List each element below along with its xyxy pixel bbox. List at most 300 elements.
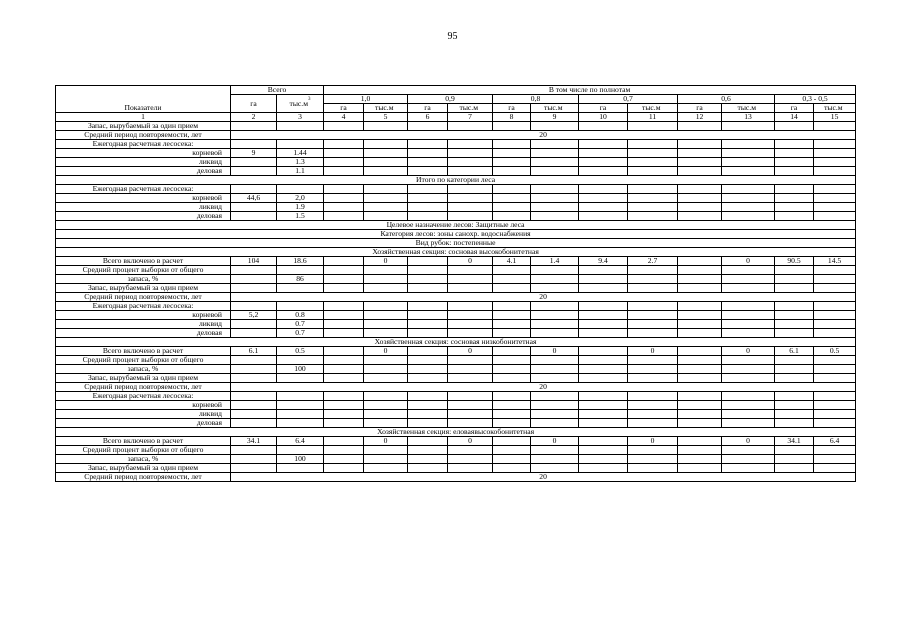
table-cell	[678, 194, 722, 203]
table-cell	[531, 194, 579, 203]
unit-label: тыс.м	[544, 103, 563, 113]
table-cell	[231, 185, 277, 194]
table-cell: 9.4	[579, 257, 628, 266]
table-row	[56, 185, 856, 194]
table-cell	[493, 410, 531, 419]
table-cell	[408, 158, 448, 167]
table-cell	[324, 266, 364, 275]
row-label: Ежегодная расчетная лесосека:	[56, 392, 231, 401]
table-cell	[324, 401, 364, 410]
table-cell	[722, 302, 775, 311]
row-merged-value: 20	[231, 131, 856, 140]
table-cell	[722, 203, 775, 212]
table-cell	[408, 410, 448, 419]
table-cell	[579, 392, 628, 401]
table-cell	[775, 374, 814, 383]
table-cell	[531, 185, 579, 194]
table-cell: 0.7	[277, 329, 324, 338]
column-number: 5	[364, 113, 408, 122]
table-cell	[814, 455, 856, 464]
table-cell	[579, 401, 628, 410]
table-cell	[531, 158, 579, 167]
table-cell	[531, 149, 579, 158]
table-cell	[364, 392, 408, 401]
row-label: Средний период повторяемости, лет	[56, 383, 231, 392]
table-cell	[364, 149, 408, 158]
table-cell	[775, 302, 814, 311]
table-row	[56, 257, 856, 266]
table-cell	[814, 446, 856, 455]
table-row	[56, 383, 856, 392]
table-cell	[277, 392, 324, 401]
table-cell	[324, 365, 364, 374]
table-cell	[722, 392, 775, 401]
table-cell	[722, 446, 775, 455]
table-cell	[324, 140, 364, 149]
table-cell: 0.7	[277, 320, 324, 329]
table-cell	[324, 257, 364, 266]
table-cell	[722, 311, 775, 320]
row-label: ликвид	[56, 158, 231, 167]
table-cell	[579, 320, 628, 329]
row-label: Ежегодная расчетная лесосека:	[56, 185, 231, 194]
table-cell	[678, 437, 722, 446]
table-cell	[814, 266, 856, 275]
table-cell: 1.1	[277, 167, 324, 176]
table-cell	[814, 410, 856, 419]
row-label: корневой	[56, 149, 231, 158]
table-cell	[678, 302, 722, 311]
table-cell	[678, 284, 722, 293]
table-cell: 0	[448, 437, 493, 446]
unit-ha: га	[579, 104, 628, 113]
table-cell	[364, 401, 408, 410]
table-cell	[277, 410, 324, 419]
table-cell	[324, 374, 364, 383]
section-heading: Категория лесов: зоны санохр. водоснабжения	[56, 230, 856, 239]
unit-sup: 3	[562, 103, 565, 107]
table-cell	[448, 419, 493, 428]
table-cell: 34.1	[775, 437, 814, 446]
header-indicators-cell	[56, 86, 231, 113]
table-cell	[628, 410, 678, 419]
table-cell	[678, 347, 722, 356]
table-cell	[814, 302, 856, 311]
table-cell	[775, 320, 814, 329]
table-row	[56, 302, 856, 311]
row-label: деловая	[56, 419, 231, 428]
row-label: Запас, вырубаемый за один прием	[56, 374, 231, 383]
table-cell	[579, 185, 628, 194]
table-cell	[231, 122, 277, 131]
table-cell	[814, 194, 856, 203]
table-cell	[579, 329, 628, 338]
table-cell	[448, 122, 493, 131]
table-cell	[775, 167, 814, 176]
table-cell	[775, 392, 814, 401]
table-cell	[775, 410, 814, 419]
table-cell: 0	[628, 437, 678, 446]
row-label: Средний период повторяемости, лет	[56, 473, 231, 482]
column-number: 11	[628, 113, 678, 122]
table-cell	[814, 122, 856, 131]
unit-m3	[448, 104, 493, 113]
table-cell: 0	[364, 257, 408, 266]
table-cell	[678, 455, 722, 464]
table-cell	[579, 455, 628, 464]
table-cell: 90.5	[775, 257, 814, 266]
table-cell	[364, 212, 408, 221]
table-cell: 6.4	[814, 437, 856, 446]
table-cell	[324, 356, 364, 365]
table-cell	[364, 122, 408, 131]
page-number: 95	[447, 31, 458, 42]
row-label: Ежегодная расчетная лесосека:	[56, 302, 231, 311]
table-row	[56, 410, 856, 419]
row-label: запаса, %	[56, 275, 231, 284]
table-cell	[531, 212, 579, 221]
table-cell	[408, 167, 448, 176]
table-cell	[722, 149, 775, 158]
table-row	[56, 419, 856, 428]
table-cell	[448, 185, 493, 194]
table-cell	[775, 140, 814, 149]
row-label: ликвид	[56, 203, 231, 212]
table-cell	[531, 392, 579, 401]
table-cell	[408, 455, 448, 464]
table-cell	[408, 329, 448, 338]
table-cell	[531, 329, 579, 338]
table-row	[56, 140, 856, 149]
table-cell	[277, 122, 324, 131]
table-cell	[775, 266, 814, 275]
table-cell	[408, 419, 448, 428]
table-cell	[493, 212, 531, 221]
table-row	[56, 320, 856, 329]
table-cell	[814, 311, 856, 320]
table-cell: 14.5	[814, 257, 856, 266]
table-cell	[493, 122, 531, 131]
row-label: корневой	[56, 194, 231, 203]
table-row	[56, 401, 856, 410]
table-cell	[531, 311, 579, 320]
table-cell	[628, 275, 678, 284]
table-cell	[814, 284, 856, 293]
table-cell	[628, 446, 678, 455]
table-cell	[775, 158, 814, 167]
table-cell	[579, 122, 628, 131]
table-cell	[448, 212, 493, 221]
table-cell	[231, 410, 277, 419]
table-cell	[231, 455, 277, 464]
table-cell	[722, 365, 775, 374]
table-cell	[628, 311, 678, 320]
table-cell	[324, 149, 364, 158]
table-cell	[448, 356, 493, 365]
table-cell	[448, 311, 493, 320]
column-number: 12	[678, 113, 722, 122]
unit-sup: 3	[308, 96, 311, 102]
table-cell	[231, 275, 277, 284]
unit-sup: 3	[842, 103, 846, 107]
table-cell	[722, 140, 775, 149]
row-label: Всего включено в расчет	[56, 257, 231, 266]
table-cell: 1.44	[277, 149, 324, 158]
unit-m3	[531, 104, 579, 113]
table-cell: 1.4	[531, 257, 579, 266]
row-label: Всего включено в расчет	[56, 437, 231, 446]
table-cell	[678, 203, 722, 212]
row-label: Средний процент выборки от общего	[56, 446, 231, 455]
table-cell	[579, 419, 628, 428]
table-cell	[231, 266, 277, 275]
table-cell	[628, 401, 678, 410]
table-cell: 104	[231, 257, 277, 266]
table-cell	[493, 167, 531, 176]
table-cell: 0	[448, 257, 493, 266]
table-cell	[364, 167, 408, 176]
table-cell	[277, 140, 324, 149]
table-cell	[579, 140, 628, 149]
column-number: 3	[277, 113, 324, 122]
table-cell	[814, 365, 856, 374]
table-cell	[493, 374, 531, 383]
section-heading: Целевое назначение лесов: Защитные леса	[56, 221, 856, 230]
table-cell	[722, 401, 775, 410]
table-cell: 0	[364, 437, 408, 446]
table-cell	[364, 464, 408, 473]
table-cell	[531, 284, 579, 293]
table-cell	[493, 392, 531, 401]
table-cell	[324, 455, 364, 464]
table-cell	[678, 419, 722, 428]
table-cell	[775, 401, 814, 410]
table-cell	[579, 167, 628, 176]
unit-m3	[722, 104, 775, 113]
table-cell	[579, 410, 628, 419]
table-cell	[448, 410, 493, 419]
table-cell	[814, 185, 856, 194]
row-label: Средний период повторяемости, лет	[56, 131, 231, 140]
table-cell	[324, 185, 364, 194]
table-cell	[364, 158, 408, 167]
table-cell	[324, 212, 364, 221]
table-cell	[231, 302, 277, 311]
table-row	[56, 131, 856, 140]
table-cell	[277, 302, 324, 311]
row-label: Средний период повторяемости, лет	[56, 293, 231, 302]
table-cell	[579, 446, 628, 455]
table-cell	[324, 410, 364, 419]
table-cell	[628, 203, 678, 212]
unit-label: тыс.м	[459, 103, 478, 113]
table-row	[56, 284, 856, 293]
table-cell	[775, 311, 814, 320]
table-cell	[231, 356, 277, 365]
table-cell	[408, 203, 448, 212]
row-label: Ежегодная расчетная лесосека:	[56, 140, 231, 149]
table-cell	[231, 392, 277, 401]
table-cell	[678, 464, 722, 473]
header-density-6: 0,3 - 0,5	[775, 95, 856, 104]
table-cell: 100	[277, 365, 324, 374]
table-cell	[324, 275, 364, 284]
section-row	[56, 239, 856, 248]
header-density-4: 0,7	[579, 95, 678, 104]
table-cell	[775, 194, 814, 203]
section-heading: Вид рубок: постепенные	[56, 239, 856, 248]
table-cell	[448, 266, 493, 275]
table-cell	[324, 329, 364, 338]
table-cell	[277, 185, 324, 194]
table-cell	[531, 365, 579, 374]
table-cell: 2.7	[628, 257, 678, 266]
header-total-ha: га	[231, 95, 277, 113]
table-cell	[628, 365, 678, 374]
table-cell	[364, 284, 408, 293]
table-cell	[678, 365, 722, 374]
table-cell	[775, 446, 814, 455]
table-cell	[408, 257, 448, 266]
table-cell	[364, 266, 408, 275]
table-cell	[364, 419, 408, 428]
table-cell	[678, 140, 722, 149]
table-cell	[678, 410, 722, 419]
table-cell	[324, 284, 364, 293]
table-cell	[448, 167, 493, 176]
row-label: Средний процент выборки от общего	[56, 266, 231, 275]
table-cell	[408, 347, 448, 356]
table-cell	[231, 320, 277, 329]
table-cell	[408, 140, 448, 149]
table-row	[56, 446, 856, 455]
table-cell	[364, 140, 408, 149]
table-cell	[493, 347, 531, 356]
unit-m3	[628, 104, 678, 113]
table-cell	[324, 158, 364, 167]
column-number: 9	[531, 113, 579, 122]
table-cell: 4.1	[493, 257, 531, 266]
table-cell: 18.6	[277, 257, 324, 266]
table-cell	[448, 140, 493, 149]
table-body	[56, 86, 856, 482]
table-cell	[722, 329, 775, 338]
table-cell	[408, 275, 448, 284]
table-cell	[408, 365, 448, 374]
header-total-m3	[277, 95, 324, 113]
table-cell	[493, 158, 531, 167]
row-label: корневой	[56, 401, 231, 410]
table-cell	[493, 437, 531, 446]
table-row	[56, 347, 856, 356]
section-row	[56, 428, 856, 437]
row-merged-value: 20	[231, 473, 856, 482]
table-cell	[722, 419, 775, 428]
table-cell	[364, 356, 408, 365]
table-cell	[678, 149, 722, 158]
table-cell	[579, 158, 628, 167]
table-cell	[448, 401, 493, 410]
table-cell	[628, 329, 678, 338]
row-label: Запас, вырубаемый за один прием	[56, 122, 231, 131]
table-cell	[364, 410, 408, 419]
table-cell	[628, 320, 678, 329]
table-cell	[364, 203, 408, 212]
unit-label: тыс.м	[289, 98, 308, 108]
row-label: Всего включено в расчет	[56, 347, 231, 356]
table-cell: 2,0	[277, 194, 324, 203]
row-label: деловая	[56, 329, 231, 338]
table-cell	[231, 167, 277, 176]
table-cell	[364, 455, 408, 464]
table-cell	[678, 446, 722, 455]
table-cell	[364, 302, 408, 311]
column-number: 14	[775, 113, 814, 122]
table-cell	[408, 356, 448, 365]
unit-label: тыс.м	[642, 103, 661, 113]
table-cell	[579, 194, 628, 203]
table-cell: 0	[628, 347, 678, 356]
table-cell	[775, 122, 814, 131]
table-row	[56, 167, 856, 176]
table-cell	[277, 374, 324, 383]
unit-sup: 3	[756, 103, 759, 107]
table-cell	[448, 203, 493, 212]
table-cell	[408, 320, 448, 329]
unit-ha: га	[678, 104, 722, 113]
header-density-3: 0,8	[493, 95, 579, 104]
table-cell	[678, 257, 722, 266]
table-cell	[531, 401, 579, 410]
table-cell	[277, 401, 324, 410]
unit-m3	[814, 104, 856, 113]
table-cell	[364, 275, 408, 284]
row-label: ликвид	[56, 320, 231, 329]
table-cell	[579, 212, 628, 221]
section-row	[56, 230, 856, 239]
table-cell	[231, 365, 277, 374]
table-cell	[231, 140, 277, 149]
table-cell	[628, 122, 678, 131]
table-cell	[722, 212, 775, 221]
table-cell	[231, 401, 277, 410]
table-cell	[775, 185, 814, 194]
section-heading: Итого по категории леса	[56, 176, 856, 185]
table-cell	[324, 203, 364, 212]
column-number: 13	[722, 113, 775, 122]
table-cell	[531, 356, 579, 365]
table-cell: 0	[722, 347, 775, 356]
column-number: 10	[579, 113, 628, 122]
row-label: запаса, %	[56, 455, 231, 464]
table-cell: 6.1	[231, 347, 277, 356]
table-cell	[775, 455, 814, 464]
table-cell	[408, 284, 448, 293]
table-cell	[814, 356, 856, 365]
table-cell	[722, 374, 775, 383]
table-cell	[277, 284, 324, 293]
table-cell	[628, 419, 678, 428]
table-cell	[408, 194, 448, 203]
table-cell	[814, 140, 856, 149]
row-label: Средний процент выборки от общего	[56, 356, 231, 365]
table-cell	[628, 284, 678, 293]
table-row	[56, 203, 856, 212]
column-number: 8	[493, 113, 531, 122]
row-merged-value: 20	[231, 383, 856, 392]
table-cell	[579, 356, 628, 365]
table-cell: 9	[231, 149, 277, 158]
